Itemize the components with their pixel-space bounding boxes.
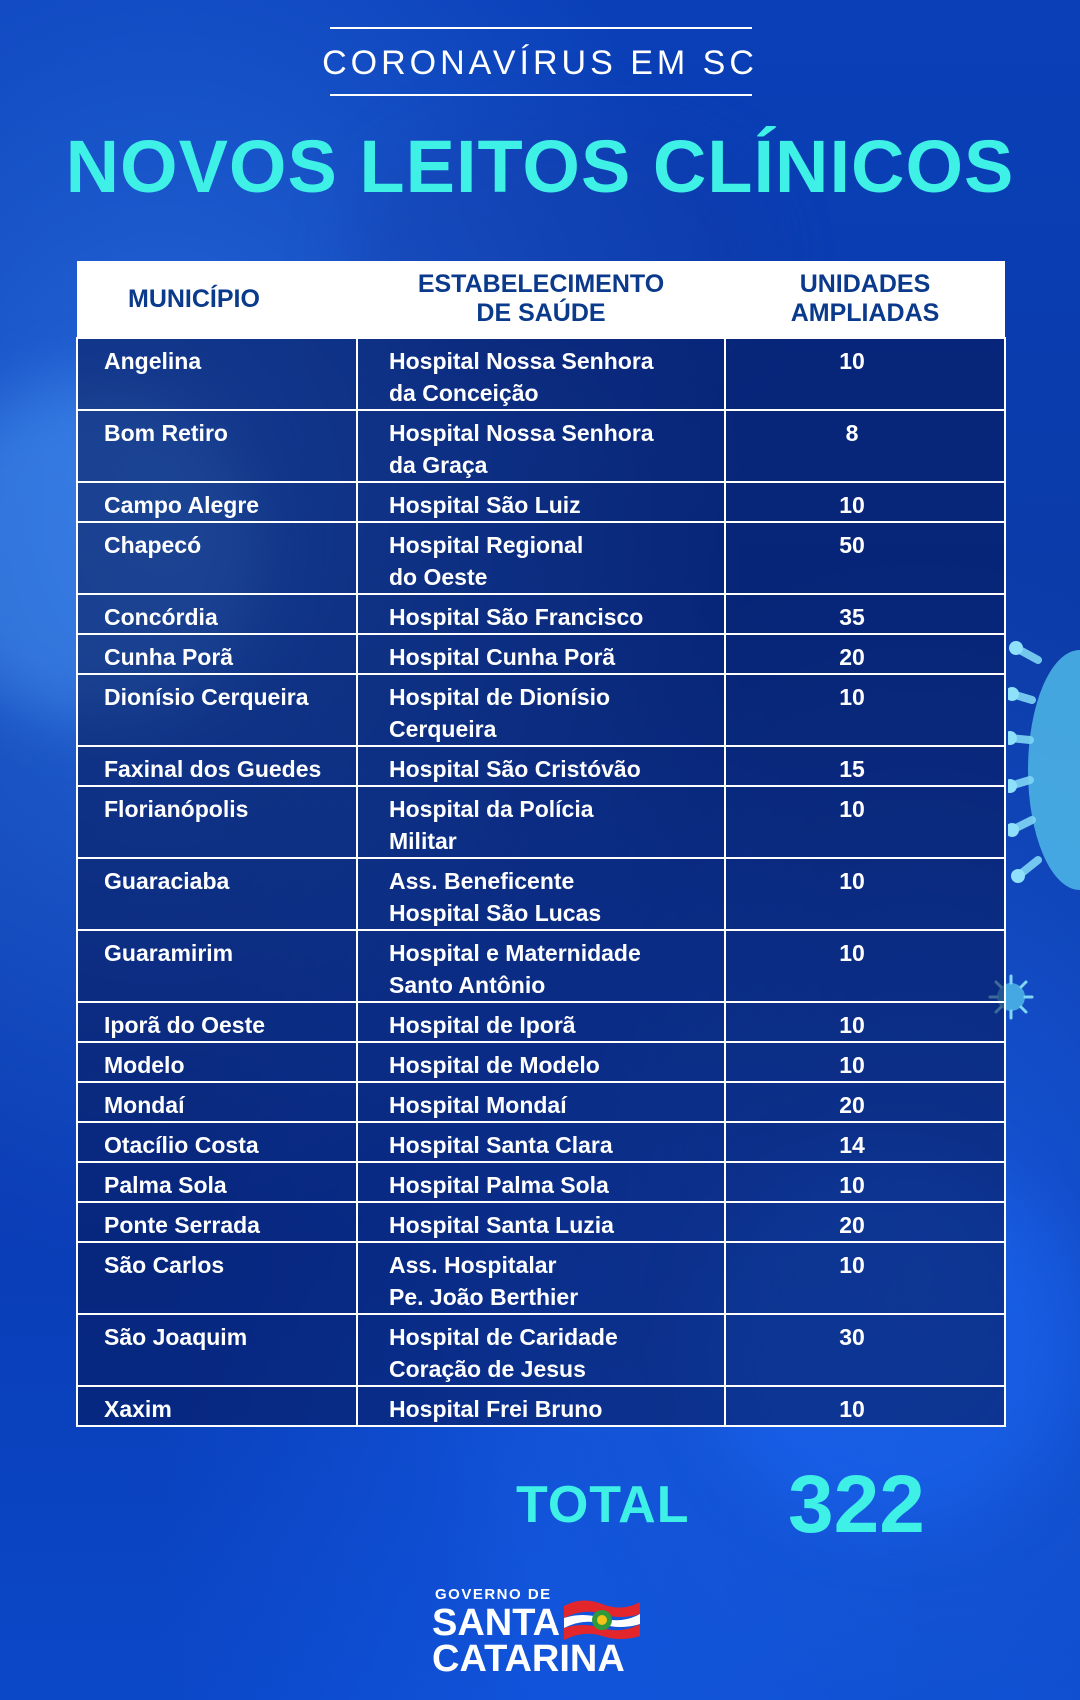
municipio-cell: Faxinal dos Guedes (77, 746, 357, 786)
estabelecimento-cell (357, 1314, 725, 1386)
estabelecimento-cell: Hospital Santa Clara (357, 1122, 725, 1162)
table-row (77, 1386, 1005, 1426)
municipio-cell: Modelo (77, 1042, 357, 1082)
estabelecimento-cell (357, 930, 725, 1002)
est-line1: Ass. Beneficente (389, 868, 575, 894)
unidades-cell: 10 (725, 1242, 1005, 1314)
government-logo (432, 1586, 652, 1680)
total-label: TOTAL (516, 1476, 690, 1534)
est-line2: Cerqueira (389, 716, 497, 742)
estabelecimento-cell (357, 674, 725, 746)
unidades-cell: 8 (725, 410, 1005, 482)
estabelecimento-cell (357, 338, 725, 410)
municipio-cell: Iporã do Oeste (77, 1002, 357, 1042)
header-estab-line1: ESTABELECIMENTO (417, 270, 665, 298)
table-row (77, 338, 1005, 410)
est-line2: Militar (389, 828, 457, 854)
unidades-cell: 20 (725, 1082, 1005, 1122)
est-line1: Hospital da Polícia (389, 796, 594, 822)
table-header-row (77, 261, 1005, 338)
est-line1: Hospital de Caridade (389, 1324, 618, 1350)
estabelecimento-cell (357, 522, 725, 594)
table-row (77, 746, 1005, 786)
header-unidades (725, 261, 1005, 338)
estabelecimento-cell: Hospital Frei Bruno (357, 1386, 725, 1426)
page-title: NOVOS LEITOS CLÍNICOS (65, 125, 1015, 208)
est-line1: Hospital Nossa Senhora (389, 348, 654, 374)
municipio-cell: Palma Sola (77, 1162, 357, 1202)
estabelecimento-cell (357, 786, 725, 858)
est-line1: Hospital e Maternidade (389, 940, 641, 966)
table-row (77, 1042, 1005, 1082)
municipio-cell: Ponte Serrada (77, 1202, 357, 1242)
table-row (77, 522, 1005, 594)
municipio-cell: Angelina (77, 338, 357, 410)
table-row (77, 594, 1005, 634)
table-row (77, 1242, 1005, 1314)
municipio-cell: São Joaquim (77, 1314, 357, 1386)
unidades-cell: 30 (725, 1314, 1005, 1386)
table-row (77, 1202, 1005, 1242)
est-line1: Hospital Nossa Senhora (389, 420, 654, 446)
unidades-cell: 15 (725, 746, 1005, 786)
beds-table (76, 261, 1006, 1427)
estabelecimento-cell: Hospital São Cristóvão (357, 746, 725, 786)
municipio-cell: Florianópolis (77, 786, 357, 858)
est-line2: Hospital São Lucas (389, 900, 602, 926)
table-row (77, 930, 1005, 1002)
logo-line3: CATARINA (432, 1638, 625, 1680)
est-line2: Santo Antônio (389, 972, 546, 998)
unidades-cell: 10 (725, 482, 1005, 522)
state-flag-icon (562, 1592, 642, 1644)
est-line2: da Graça (389, 452, 488, 478)
header-estab-line2: DE SAÚDE (476, 299, 606, 327)
unidades-cell: 10 (725, 674, 1005, 746)
header-unid-line2: AMPLIADAS (790, 299, 940, 327)
unidades-cell: 10 (725, 338, 1005, 410)
table-row (77, 410, 1005, 482)
unidades-cell: 10 (725, 1162, 1005, 1202)
table-row (77, 1002, 1005, 1042)
municipio-cell: Chapecó (77, 522, 357, 594)
est-line2: do Oeste (389, 564, 488, 590)
virus-illustration-icon (1008, 630, 1080, 910)
table-row (77, 858, 1005, 930)
municipio-cell: Bom Retiro (77, 410, 357, 482)
est-line1: Hospital Regional (389, 532, 584, 558)
municipio-cell: Mondaí (77, 1082, 357, 1122)
divider-line (330, 94, 752, 96)
table-row (77, 1314, 1005, 1386)
estabelecimento-cell: Hospital Cunha Porã (357, 634, 725, 674)
logo-line2: SANTA (432, 1602, 561, 1644)
unidades-cell: 50 (725, 522, 1005, 594)
table-row (77, 674, 1005, 746)
estabelecimento-cell: Hospital Palma Sola (357, 1162, 725, 1202)
est-line2: Coração de Jesus (389, 1356, 586, 1382)
estabelecimento-cell: Hospital São Francisco (357, 594, 725, 634)
estabelecimento-cell: Hospital de Iporã (357, 1002, 725, 1042)
unidades-cell: 10 (725, 1042, 1005, 1082)
est-line1: Hospital de Dionísio (389, 684, 611, 710)
table-row (77, 786, 1005, 858)
header-estabelecimento (357, 261, 725, 338)
subtitle: CORONAVÍRUS EM SC (322, 44, 758, 82)
estabelecimento-cell (357, 858, 725, 930)
municipio-cell: Otacílio Costa (77, 1122, 357, 1162)
table-row (77, 482, 1005, 522)
unidades-cell: 10 (725, 930, 1005, 1002)
unidades-cell: 10 (725, 1386, 1005, 1426)
unidades-cell: 14 (725, 1122, 1005, 1162)
municipio-cell: Guaramirim (77, 930, 357, 1002)
table-row (77, 1082, 1005, 1122)
est-line2: Pe. João Berthier (389, 1284, 579, 1310)
unidades-cell: 10 (725, 786, 1005, 858)
municipio-cell: Campo Alegre (77, 482, 357, 522)
unidades-cell: 20 (725, 634, 1005, 674)
estabelecimento-cell: Hospital Mondaí (357, 1082, 725, 1122)
logo-line1: GOVERNO DE (435, 1586, 552, 1603)
municipio-cell: Cunha Porã (77, 634, 357, 674)
estabelecimento-cell: Hospital São Luiz (357, 482, 725, 522)
est-line2: da Conceição (389, 380, 539, 406)
municipio-cell: Guaraciaba (77, 858, 357, 930)
header-unid-line1: UNIDADES (799, 270, 931, 298)
estabelecimento-cell (357, 410, 725, 482)
estabelecimento-cell: Hospital de Modelo (357, 1042, 725, 1082)
municipio-cell: São Carlos (77, 1242, 357, 1314)
divider-line (330, 27, 752, 29)
table-row (77, 1122, 1005, 1162)
header-municipio: MUNICÍPIO (77, 261, 357, 338)
unidades-cell: 35 (725, 594, 1005, 634)
unidades-cell: 10 (725, 858, 1005, 930)
municipio-cell: Concórdia (77, 594, 357, 634)
municipio-cell: Xaxim (77, 1386, 357, 1426)
unidades-cell: 20 (725, 1202, 1005, 1242)
total-value: 322 (788, 1459, 925, 1550)
table-row (77, 1162, 1005, 1202)
unidades-cell: 10 (725, 1002, 1005, 1042)
estabelecimento-cell: Hospital Santa Luzia (357, 1202, 725, 1242)
estabelecimento-cell (357, 1242, 725, 1314)
est-line1: Ass. Hospitalar (389, 1252, 557, 1278)
table-row (77, 634, 1005, 674)
municipio-cell: Dionísio Cerqueira (77, 674, 357, 746)
